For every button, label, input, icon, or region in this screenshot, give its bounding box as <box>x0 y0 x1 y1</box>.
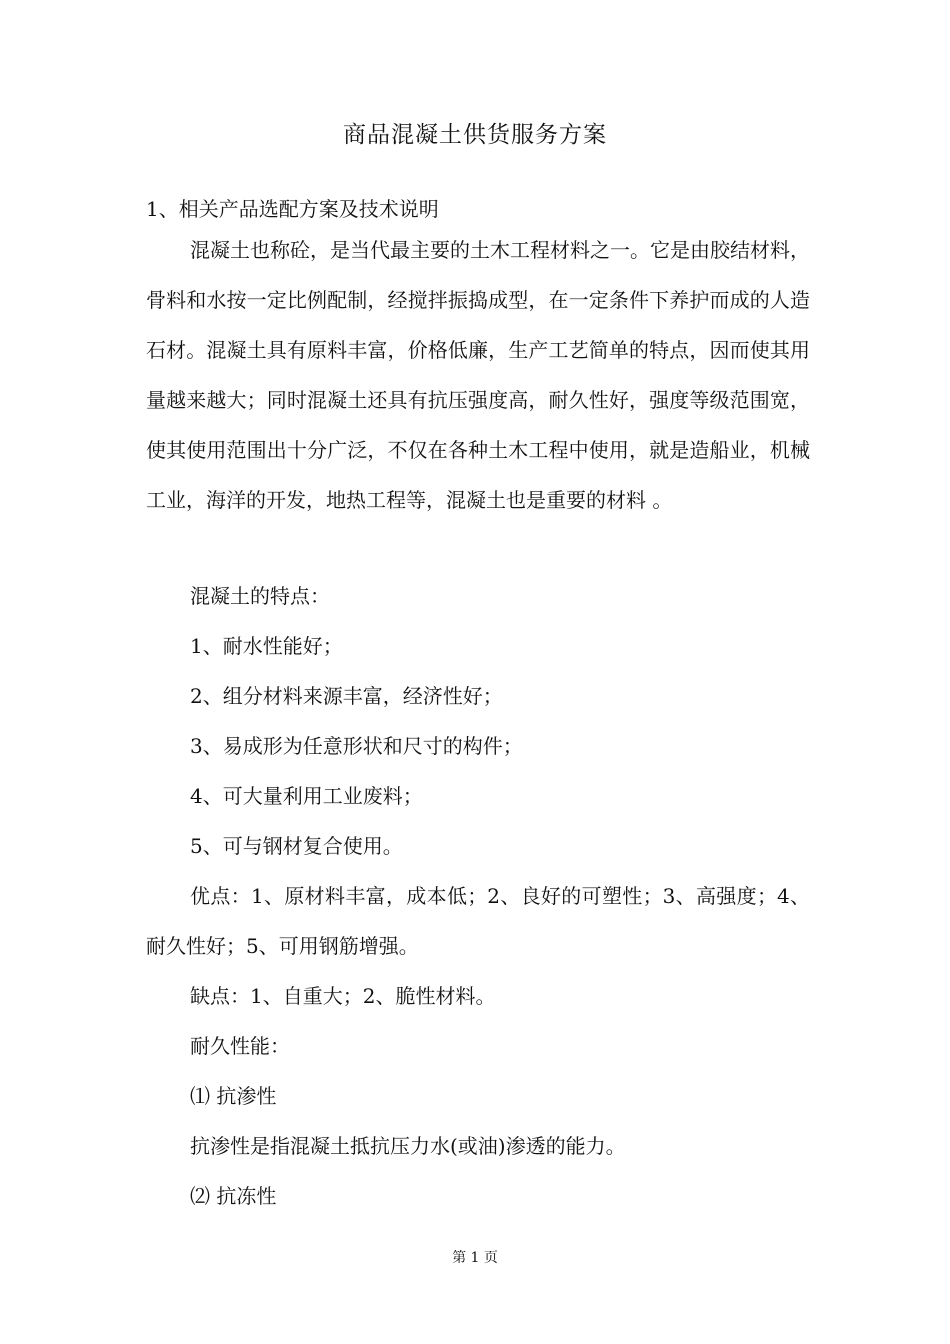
features-heading: 混凝土的特点： <box>190 584 330 608</box>
durability-heading: 耐久性能： <box>190 1034 290 1058</box>
document-title: 商品混凝土供货服务方案 <box>343 122 607 148</box>
impermeability-heading: ⑴ 抗渗性 <box>190 1084 277 1108</box>
feature-item: 4、可大量利用工业废料； <box>190 784 423 808</box>
advantages-paragraph: 优点：1、原材料丰富，成本低；2、良好的可塑性；3、高强度；4、耐久性好；5、可用钢筋增强。 <box>146 884 810 958</box>
page-number: 第 1 页 <box>452 1250 498 1266</box>
feature-item: 5、可与钢材复合使用。 <box>190 834 403 858</box>
disadvantages-line: 缺点：1、自重大；2、脆性材料。 <box>190 984 496 1008</box>
feature-item: 2、组分材料来源丰富，经济性好； <box>190 684 503 708</box>
impermeability-text: 抗渗性是指混凝土抵抗压力水(或油)渗透的能力。 <box>190 1134 626 1158</box>
intro-paragraph: 混凝土也称砼，是当代最主要的土木工程材料之一。它是由胶结材料，骨料和水按一定比例配制，经搅拌振捣成型，在一定条件下养护而成的人造石材。混凝土具有原料丰富，价格低廉，生产工艺简单的特点，因而使其用量越来越大；同时混凝土还具有抗压强度高，耐久性好，强度等级范围宽，使其使用范围出十分广泛，不仅在各种土木工程中使用，就是造船业，机械工业，海洋的开发，地热工程等，混凝土也是重要的材料 。 <box>146 238 810 512</box>
section-heading: 1、相关产品选配方案及技术说明 <box>146 197 439 221</box>
feature-item: 3、易成形为任意形状和尺寸的构件； <box>190 734 523 758</box>
frost-resistance-heading: ⑵ 抗冻性 <box>190 1184 277 1208</box>
feature-item: 1、耐水性能好； <box>190 634 343 658</box>
